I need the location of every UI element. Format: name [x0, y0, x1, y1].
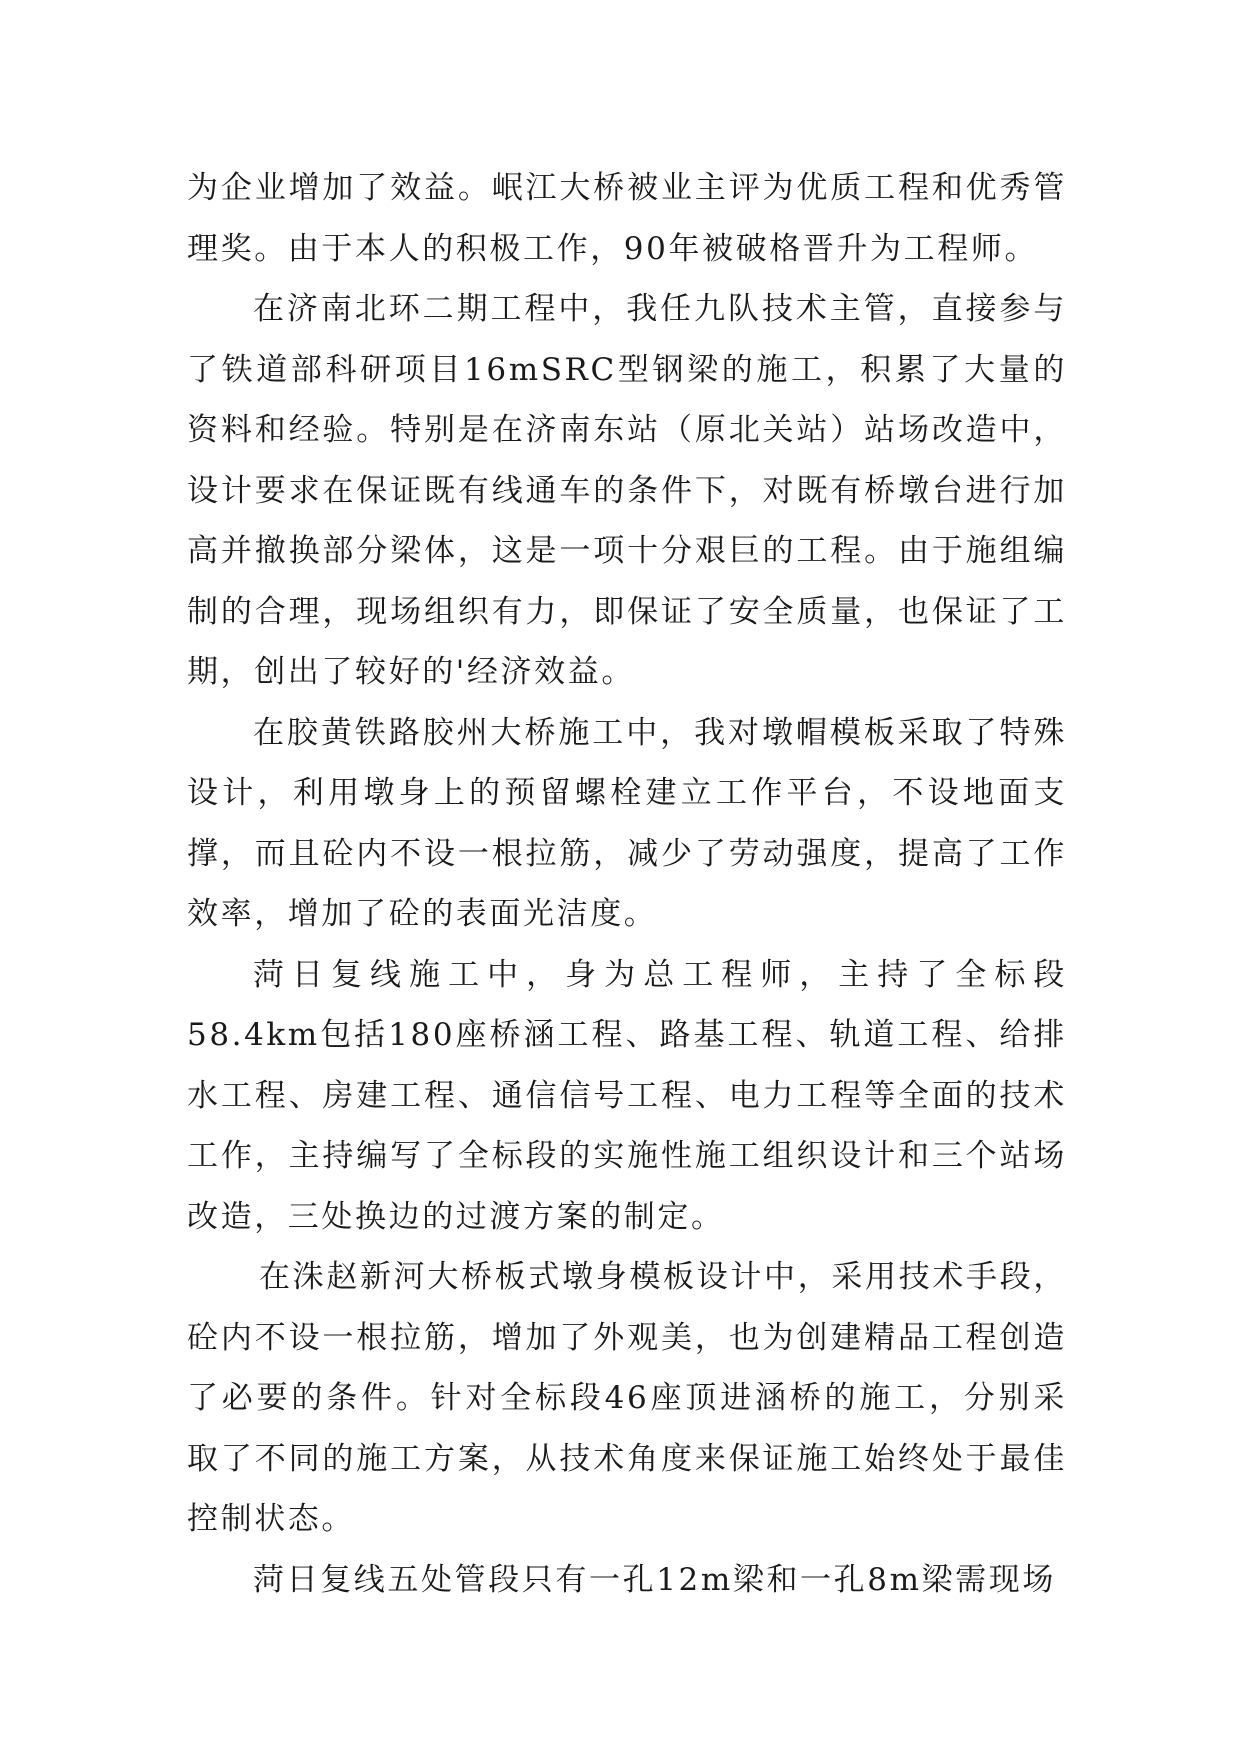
paragraph-heri-section-five: 菏日复线五处管段只有一孔12m梁和一孔8m梁需现场 — [253, 1561, 1056, 1598]
paragraph-heri-double-track: 菏日复线施工中，身为总工程师，主持了全标段58.4km包括180座桥涵工程、路基工程、轨道工程、给排水工程、房建工程、通信信号工程、电力工程等全面的技术工作，主持编写了全标段的实施性施工组织设计和三个站场改造，三处换边的过渡方案的制定。 — [187, 956, 1067, 1235]
document-body — [187, 158, 1067, 1610]
paragraph-jiaozhou-bridge: 在胶黄铁路胶州大桥施工中，我对墩帽模板采取了特殊设计，利用墩身上的预留螺栓建立工作平台，不设地面支撑，而且砼内不设一根拉筋，减少了劳动强度，提高了工作效率，增加了砼的表面光洁度。 — [187, 714, 1067, 932]
paragraph-continuation: 为企业增加了效益。岷江大桥被业主评为优质工程和优秀管理奖。由于本人的积极工作，90年被破格晋升为工程师。 — [187, 170, 1067, 267]
paragraph-jinan-north-ring: 在济南北环二期工程中，我任九队技术主管，直接参与了铁道部科研项目16mSRC型钢梁的施工，积累了大量的资料和经验。特别是在济南东站（原北关站）站场改造中，设计要求在保证既有线通车的条件下，对既有桥墩台进行加高并撤换部分梁体，这是一项十分艰巨的工程。由于施组编制的合理，现场组织有力，即保证了安全质量，也保证了工期，创出了较好的'经济效益。 — [187, 291, 1067, 690]
paragraph-zhuzhao-bridge: 在洙赵新河大桥板式墩身模板设计中，采用技术手段，砼内不设一根拉筋，增加了外观美，也为创建精品工程创造了必要的条件。针对全标段46座顶进涵桥的施工，分别采取了不同的施工方案，从技术角度来保证施工始终处于最佳控制状态。 — [187, 1259, 1067, 1537]
